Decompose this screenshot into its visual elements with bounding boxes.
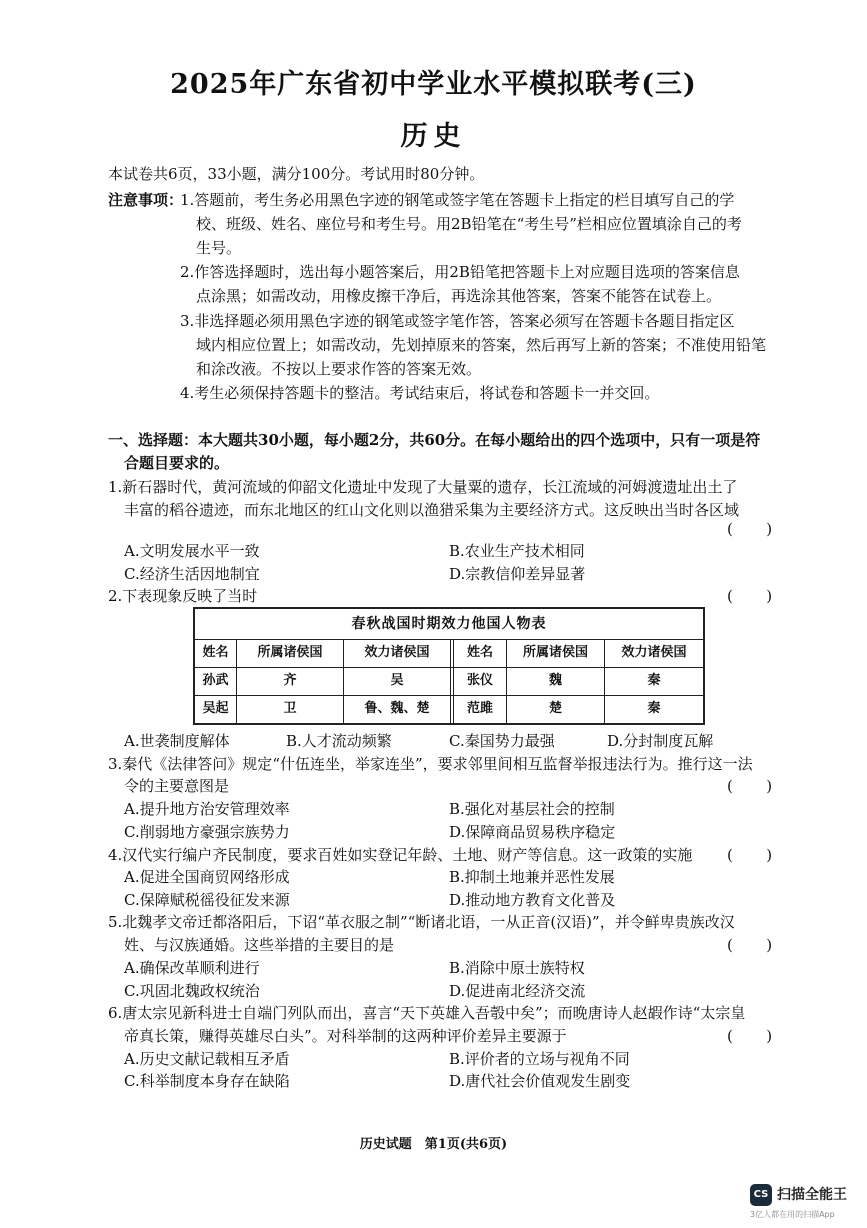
question-1-option-a: A.文明发展水平一致 bbox=[124, 542, 260, 560]
question-2-option-c: C.秦国势力最强 bbox=[449, 732, 555, 750]
note-1-line-2: 校、班级、姓名、座位号和考生号。用2B铅笔在“考生号”栏相应位置填涂自己的考 bbox=[196, 215, 742, 233]
note-2-line-2: 点涂黑；如需改动，用橡皮擦干净后，再选涂其他答案，答案不能答在试卷上。 bbox=[196, 287, 722, 305]
answer-paren-1: ( ) bbox=[727, 520, 773, 538]
notes-label: 注意事项： bbox=[108, 191, 184, 209]
table-cell: 吴起 bbox=[202, 701, 229, 716]
question-2-stem-1: 2.下表现象反映了当时 bbox=[108, 587, 258, 605]
note-4-line-1: 4.考生必须保持答题卡的整洁。考试结束后，将试卷和答题卡一并交回。 bbox=[180, 384, 660, 402]
section-heading-cont: 合题目要求的。 bbox=[124, 454, 230, 472]
question-1-option-b: B.农业生产技术相同 bbox=[449, 542, 585, 560]
question-2-option-b: B.人才流动频繁 bbox=[286, 732, 392, 750]
question-3-stem-2: 令的主要意图是 bbox=[124, 777, 230, 795]
question-3-option-b: B.强化对基层社会的控制 bbox=[449, 800, 615, 818]
note-3-line-2: 域内相应位置上；如需改动，先划掉原来的答案，然后再写上新的答案；不准使用铅笔 bbox=[196, 336, 767, 354]
question-5-option-c: C.巩固北魏政权统治 bbox=[124, 982, 260, 1000]
question-4-option-b: B.抑制土地兼并恶性发展 bbox=[449, 868, 615, 886]
question-3-option-a: A.提升地方治安管理效率 bbox=[124, 800, 290, 818]
table-header-cell: 姓名 bbox=[202, 645, 229, 660]
watermark-name: 扫描全能王 bbox=[777, 1187, 847, 1203]
note-3-line-1: 3.非选择题必须用黑色字迹的钢笔或签字笔作答，答案必须写在答题卡各题目指定区 bbox=[180, 312, 735, 330]
table-header-cell: 所属诸侯国 bbox=[257, 645, 323, 660]
section-heading: 一、选择题：本大题共30小题，每小题2分，共60分。在每小题给出的四个选项中，只有一项是符 bbox=[108, 431, 761, 449]
note-1-line-3: 生号。 bbox=[196, 239, 242, 257]
table-caption: 春秋战国时期效力他国人物表 bbox=[195, 609, 703, 640]
question-4-option-d: D.推动地方教育文化普及 bbox=[449, 891, 616, 909]
question-5-stem-2: 姓、与汉族通婚。这些举措的主要目的是 bbox=[124, 936, 395, 954]
table-cell: 孙武 bbox=[202, 673, 229, 688]
question-2-option-d: D.分封制度瓦解 bbox=[607, 732, 714, 750]
table-header-cell: 所属诸侯国 bbox=[522, 645, 588, 660]
note-2-line-1: 2.作答选择题时，选出每小题答案后，用2B铅笔把答题卡上对应题目选项的答案信息 bbox=[180, 263, 740, 281]
question-6-option-d: D.唐代社会价值观发生剧变 bbox=[449, 1072, 631, 1090]
exam-title: 2025年广东省初中学业水平模拟联考(三) bbox=[170, 69, 697, 100]
question-5-stem-1: 5.北魏孝文帝迁都洛阳后，下诏“革衣服之制”“断诸北语，一从正音(汉语)”，并令鲜卑贵族改汉 bbox=[108, 913, 735, 931]
answer-paren-4: ( ) bbox=[727, 846, 773, 864]
question-5-option-d: D.促进南北经济交流 bbox=[449, 982, 586, 1000]
question-1-stem-1: 1.新石器时代，黄河流域的仰韶文化遗址中发现了大量粟的遗存，长江流域的河姆渡遗址出土了 bbox=[108, 478, 738, 496]
subject-title: 历史 bbox=[400, 121, 467, 152]
figure-table bbox=[193, 607, 705, 725]
question-3-option-c: C.削弱地方豪强宗族势力 bbox=[124, 823, 290, 841]
table-cell: 齐 bbox=[283, 673, 297, 688]
answer-paren-5: ( ) bbox=[727, 936, 773, 954]
scanner-watermark bbox=[750, 1180, 860, 1224]
table-header-cell: 效力诸侯国 bbox=[621, 645, 687, 660]
watermark-tagline: 3亿人都在用的扫描App bbox=[750, 1210, 835, 1219]
camscanner-logo-icon: CS bbox=[750, 1184, 772, 1206]
table-cell: 鲁、魏、楚 bbox=[364, 701, 430, 716]
table-cell: 吴 bbox=[390, 673, 404, 688]
question-5-option-a: A.确保改革顺利进行 bbox=[124, 959, 260, 977]
question-1-option-d: D.宗教信仰差异显著 bbox=[449, 565, 586, 583]
answer-paren-2: ( ) bbox=[727, 587, 773, 605]
table-cell: 秦 bbox=[647, 673, 661, 688]
answer-paren-3: ( ) bbox=[727, 777, 773, 795]
question-5-option-b: B.消除中原士族特权 bbox=[449, 959, 585, 977]
table-cell: 卫 bbox=[283, 701, 297, 716]
table-cell: 魏 bbox=[548, 673, 562, 688]
table-header-cell: 效力诸侯国 bbox=[364, 645, 430, 660]
question-6-stem-1: 6.唐太宗见新科进士自端门列队而出，喜言“天下英雄入吾彀中矣”；而晚唐诗人赵嘏作诗“太宗皇 bbox=[108, 1004, 746, 1022]
table-cell: 范雎 bbox=[466, 701, 493, 716]
question-3-option-d: D.保障商品贸易秩序稳定 bbox=[449, 823, 616, 841]
table-cell: 楚 bbox=[548, 701, 562, 716]
question-6-option-c: C.科举制度本身存在缺陷 bbox=[124, 1072, 290, 1090]
question-6-stem-2: 帝真长策，赚得英雄尽白头”。对科举制的这两种评价差异主要源于 bbox=[124, 1027, 567, 1045]
question-6-option-b: B.评价者的立场与视角不同 bbox=[449, 1050, 630, 1068]
table-header-cell: 姓名 bbox=[466, 645, 493, 660]
answer-paren-6: ( ) bbox=[727, 1027, 773, 1045]
question-6-option-a: A.历史文献记载相互矛盾 bbox=[124, 1050, 290, 1068]
note-3-line-3: 和涂改液。不按以上要求作答的答案无效。 bbox=[196, 360, 482, 378]
question-4-stem-1: 4.汉代实行编户齐民制度，要求百姓如实登记年龄、土地、财产等信息。这一政策的实施 bbox=[108, 846, 693, 864]
table-cell: 张仪 bbox=[466, 673, 493, 688]
question-1-option-c: C.经济生活因地制宜 bbox=[124, 565, 260, 583]
table-cell: 秦 bbox=[647, 701, 661, 716]
page-footer: 历史试题 第1页(共6页) bbox=[359, 1137, 508, 1152]
note-1-line-1: 1.答题前，考生务必用黑色字迹的钢笔或签字笔在答题卡上指定的栏目填写自己的学 bbox=[180, 191, 735, 209]
question-3-stem-1: 3.秦代《法律答问》规定“什伍连坐，举家连坐”，要求邻里间相互监督举报违法行为。推行这一法 bbox=[108, 755, 753, 773]
question-1-stem-2: 丰富的稻谷遗迹，而东北地区的红山文化则以渔猎采集为主要经济方式。这反映出当时各区域 bbox=[124, 501, 740, 519]
question-4-option-c: C.保障赋税徭役征发来源 bbox=[124, 891, 290, 909]
exam-info: 本试卷共6页，33小题，满分100分。考试用时80分钟。 bbox=[108, 165, 485, 183]
question-2-option-a: A.世袭制度解体 bbox=[124, 732, 230, 750]
question-4-option-a: A.促进全国商贸网络形成 bbox=[124, 868, 290, 886]
